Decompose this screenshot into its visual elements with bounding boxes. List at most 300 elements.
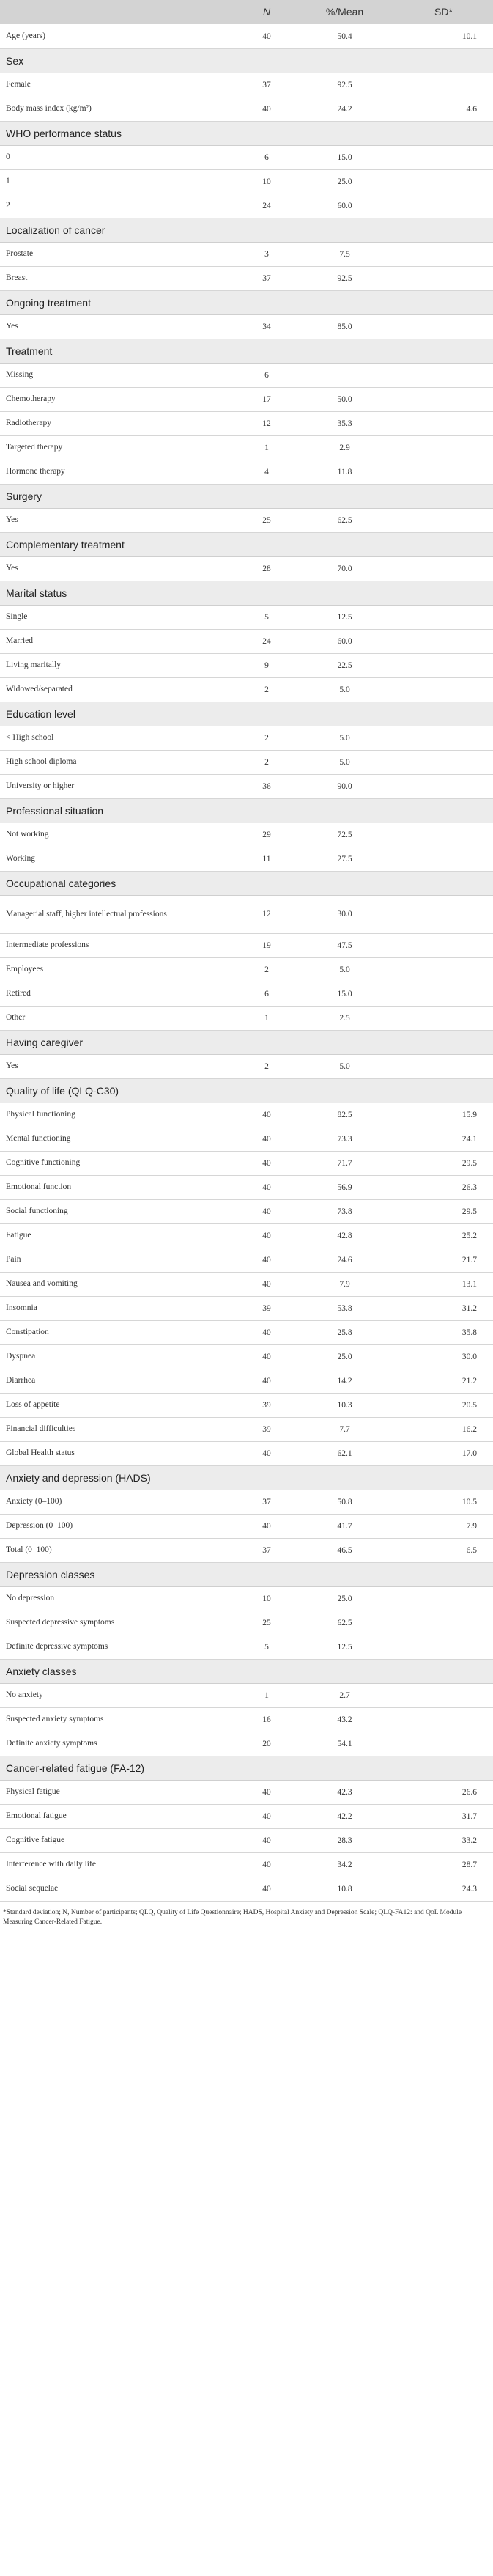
row-n-value: 40: [238, 1780, 295, 1804]
row-label: Financial difficulties: [0, 1417, 238, 1441]
row-label: Loss of appetite: [0, 1393, 238, 1417]
row-sd-value: [394, 194, 493, 218]
table-row: [0, 1054, 493, 1078]
table-row: [0, 629, 493, 653]
row-mean-value: 28.3: [295, 1828, 394, 1852]
row-n-value: 40: [238, 1804, 295, 1828]
row-label: Chemotherapy: [0, 387, 238, 411]
table-row: [0, 1151, 493, 1175]
row-n-value: 40: [238, 1828, 295, 1852]
row-n-value: 40: [238, 1877, 295, 1901]
row-sd-value: [394, 387, 493, 411]
row-label: Yes: [0, 314, 238, 339]
row-label: Prostate: [0, 242, 238, 266]
row-label: Age (years): [0, 24, 238, 48]
row-mean-value: 7.7: [295, 1417, 394, 1441]
row-mean-value: 11.8: [295, 460, 394, 484]
row-n-value: 6: [238, 145, 295, 169]
row-label: Suspected depressive symptoms: [0, 1611, 238, 1635]
section-header-row: [0, 121, 493, 145]
row-label: Insomnia: [0, 1296, 238, 1320]
row-label: Retired: [0, 982, 238, 1006]
row-mean-value: 53.8: [295, 1296, 394, 1320]
section-title: Complementary treatment: [0, 532, 493, 556]
row-mean-value: 30.0: [295, 895, 394, 933]
row-sd-value: [394, 435, 493, 460]
row-label: Definite anxiety symptoms: [0, 1732, 238, 1756]
row-sd-value: [394, 895, 493, 933]
row-label: Female: [0, 73, 238, 97]
row-n-value: 2: [238, 750, 295, 774]
table-row: [0, 194, 493, 218]
row-mean-value: 15.0: [295, 145, 394, 169]
table-footnote: *Standard deviation; N, Number of participants; QLQ, Quality of Life Questionnaire; HADS, Hospital Anxiety and Depression Scale; QLQ-FA12: and QoL Module Measuring Cancer-Related Fatigue.: [0, 1902, 493, 1927]
row-mean-value: 14.2: [295, 1369, 394, 1393]
row-label: Not working: [0, 823, 238, 847]
row-label: Social sequelae: [0, 1877, 238, 1901]
table-row: [0, 73, 493, 97]
row-mean-value: 73.8: [295, 1199, 394, 1223]
row-label: Married: [0, 629, 238, 653]
row-label: High school diploma: [0, 750, 238, 774]
table-row: [0, 1006, 493, 1030]
row-mean-value: 72.5: [295, 823, 394, 847]
section-title: Quality of life (QLQ-C30): [0, 1078, 493, 1103]
section-header-row: [0, 1562, 493, 1586]
table-row: [0, 435, 493, 460]
table-row: [0, 726, 493, 750]
row-label: Nausea and vomiting: [0, 1272, 238, 1296]
row-n-value: 9: [238, 653, 295, 677]
row-mean-value: 2.5: [295, 1006, 394, 1030]
row-mean-value: 10.8: [295, 1877, 394, 1901]
row-label: Diarrhea: [0, 1369, 238, 1393]
row-mean-value: 25.0: [295, 1344, 394, 1369]
row-mean-value: 42.2: [295, 1804, 394, 1828]
row-sd-value: [394, 605, 493, 629]
row-sd-value: [394, 169, 493, 194]
header-label: [0, 0, 238, 24]
table-row: [0, 957, 493, 982]
row-sd-value: [394, 957, 493, 982]
row-mean-value: 54.1: [295, 1732, 394, 1756]
row-n-value: 40: [238, 1272, 295, 1296]
table-row: [0, 387, 493, 411]
table-row: [0, 556, 493, 581]
table-row: [0, 1199, 493, 1223]
row-mean-value: 10.3: [295, 1393, 394, 1417]
row-sd-value: [394, 1006, 493, 1030]
row-mean-value: 62.1: [295, 1441, 394, 1465]
row-sd-value: 16.2: [394, 1417, 493, 1441]
row-mean-value: 42.3: [295, 1780, 394, 1804]
row-sd-value: [394, 726, 493, 750]
row-sd-value: [394, 363, 493, 387]
row-n-value: 12: [238, 895, 295, 933]
row-label: 1: [0, 169, 238, 194]
row-n-value: 29: [238, 823, 295, 847]
table-row: [0, 1272, 493, 1296]
row-mean-value: 25.0: [295, 169, 394, 194]
row-sd-value: [394, 629, 493, 653]
table-row: [0, 1683, 493, 1707]
row-mean-value: 60.0: [295, 194, 394, 218]
row-mean-value: [295, 363, 394, 387]
row-mean-value: 7.9: [295, 1272, 394, 1296]
row-n-value: 37: [238, 73, 295, 97]
row-label: Global Health status: [0, 1441, 238, 1465]
row-sd-value: [394, 677, 493, 702]
row-n-value: 28: [238, 556, 295, 581]
row-n-value: 19: [238, 933, 295, 957]
row-n-value: 1: [238, 1006, 295, 1030]
row-n-value: 2: [238, 1054, 295, 1078]
table-row: [0, 266, 493, 290]
row-mean-value: 50.0: [295, 387, 394, 411]
row-n-value: 40: [238, 1514, 295, 1538]
section-title: Having caregiver: [0, 1030, 493, 1054]
table-row: [0, 1127, 493, 1151]
row-sd-value: [394, 847, 493, 871]
section-header-row: [0, 1078, 493, 1103]
row-label: Emotional function: [0, 1175, 238, 1199]
row-n-value: 1: [238, 435, 295, 460]
row-mean-value: 85.0: [295, 314, 394, 339]
row-n-value: 25: [238, 1611, 295, 1635]
table-row: [0, 460, 493, 484]
row-sd-value: [394, 1707, 493, 1732]
table-row: [0, 242, 493, 266]
row-label: Intermediate professions: [0, 933, 238, 957]
section-header-row: [0, 1030, 493, 1054]
row-sd-value: 35.8: [394, 1320, 493, 1344]
table-row: [0, 1780, 493, 1804]
row-sd-value: [394, 982, 493, 1006]
row-sd-value: [394, 1054, 493, 1078]
table-row: [0, 1732, 493, 1756]
table-row: [0, 982, 493, 1006]
row-label: Hormone therapy: [0, 460, 238, 484]
row-n-value: 16: [238, 1707, 295, 1732]
row-sd-value: [394, 1683, 493, 1707]
row-sd-value: 7.9: [394, 1514, 493, 1538]
table-row: [0, 1611, 493, 1635]
row-label: Interference with daily life: [0, 1852, 238, 1877]
row-n-value: 5: [238, 605, 295, 629]
row-n-value: 1: [238, 1683, 295, 1707]
row-sd-value: 24.3: [394, 1877, 493, 1901]
row-n-value: 37: [238, 1490, 295, 1514]
section-header-row: [0, 798, 493, 823]
row-n-value: 40: [238, 1199, 295, 1223]
table-row: [0, 774, 493, 798]
row-mean-value: 5.0: [295, 750, 394, 774]
row-mean-value: 24.6: [295, 1248, 394, 1272]
row-label: Working: [0, 847, 238, 871]
row-mean-value: 41.7: [295, 1514, 394, 1538]
row-n-value: 6: [238, 982, 295, 1006]
row-sd-value: 29.5: [394, 1151, 493, 1175]
row-mean-value: 56.9: [295, 1175, 394, 1199]
row-mean-value: 73.3: [295, 1127, 394, 1151]
table-row: [0, 1441, 493, 1465]
table-row: [0, 1369, 493, 1393]
table-row: [0, 677, 493, 702]
header-mean: %/Mean: [295, 0, 394, 24]
table-row: [0, 1804, 493, 1828]
row-sd-value: 25.2: [394, 1223, 493, 1248]
row-mean-value: 25.8: [295, 1320, 394, 1344]
section-header-row: [0, 218, 493, 242]
row-label: Pain: [0, 1248, 238, 1272]
header-n: N: [238, 0, 295, 24]
row-mean-value: 2.7: [295, 1683, 394, 1707]
row-sd-value: [394, 1586, 493, 1611]
section-header-row: [0, 702, 493, 726]
row-mean-value: 7.5: [295, 242, 394, 266]
row-sd-value: 26.6: [394, 1780, 493, 1804]
row-n-value: 24: [238, 629, 295, 653]
table-row: [0, 1707, 493, 1732]
row-mean-value: 2.9: [295, 435, 394, 460]
row-label: Radiotherapy: [0, 411, 238, 435]
table-row: [0, 508, 493, 532]
table-row: [0, 653, 493, 677]
row-mean-value: 12.5: [295, 605, 394, 629]
row-label: Yes: [0, 556, 238, 581]
table-row: [0, 1344, 493, 1369]
row-n-value: 17: [238, 387, 295, 411]
row-mean-value: 34.2: [295, 1852, 394, 1877]
row-mean-value: 46.5: [295, 1538, 394, 1562]
row-sd-value: [394, 653, 493, 677]
table-row: [0, 24, 493, 48]
section-header-row: [0, 484, 493, 508]
row-n-value: 40: [238, 97, 295, 121]
table-row: [0, 1514, 493, 1538]
row-sd-value: 10.5: [394, 1490, 493, 1514]
row-sd-value: [394, 1732, 493, 1756]
row-n-value: 37: [238, 266, 295, 290]
table-row: [0, 363, 493, 387]
row-n-value: 40: [238, 1151, 295, 1175]
row-mean-value: 43.2: [295, 1707, 394, 1732]
table-header-row: [0, 0, 493, 24]
section-title: Sex: [0, 48, 493, 73]
row-sd-value: 17.0: [394, 1441, 493, 1465]
row-mean-value: 15.0: [295, 982, 394, 1006]
row-sd-value: 29.5: [394, 1199, 493, 1223]
table-row: [0, 145, 493, 169]
row-label: Physical fatigue: [0, 1780, 238, 1804]
row-mean-value: 82.5: [295, 1103, 394, 1127]
table-row: [0, 1320, 493, 1344]
row-mean-value: 25.0: [295, 1586, 394, 1611]
row-sd-value: [394, 823, 493, 847]
row-label: < High school: [0, 726, 238, 750]
row-label: Body mass index (kg/m²): [0, 97, 238, 121]
row-label: Targeted therapy: [0, 435, 238, 460]
row-label: Emotional fatigue: [0, 1804, 238, 1828]
section-title: Anxiety classes: [0, 1659, 493, 1683]
row-mean-value: 47.5: [295, 933, 394, 957]
row-mean-value: 60.0: [295, 629, 394, 653]
row-n-value: 40: [238, 1369, 295, 1393]
row-sd-value: [394, 933, 493, 957]
row-sd-value: [394, 73, 493, 97]
row-sd-value: 26.3: [394, 1175, 493, 1199]
row-label: Suspected anxiety symptoms: [0, 1707, 238, 1732]
row-label: Living maritally: [0, 653, 238, 677]
row-label: 2: [0, 194, 238, 218]
row-mean-value: 62.5: [295, 508, 394, 532]
table-row: [0, 1852, 493, 1877]
section-header-row: [0, 290, 493, 314]
table-row: [0, 314, 493, 339]
row-mean-value: 5.0: [295, 677, 394, 702]
row-label: Single: [0, 605, 238, 629]
table-body: [0, 24, 493, 1901]
row-label: Yes: [0, 508, 238, 532]
section-title: Education level: [0, 702, 493, 726]
row-mean-value: 12.5: [295, 1635, 394, 1659]
section-title: Treatment: [0, 339, 493, 363]
row-label: Missing: [0, 363, 238, 387]
row-label: Yes: [0, 1054, 238, 1078]
row-label: Cognitive fatigue: [0, 1828, 238, 1852]
section-header-row: [0, 339, 493, 363]
table-row: [0, 1586, 493, 1611]
table-row: [0, 1103, 493, 1127]
row-sd-value: 31.7: [394, 1804, 493, 1828]
table-row: [0, 1828, 493, 1852]
row-sd-value: 21.7: [394, 1248, 493, 1272]
row-sd-value: 33.2: [394, 1828, 493, 1852]
row-sd-value: [394, 411, 493, 435]
row-sd-value: 6.5: [394, 1538, 493, 1562]
section-header-row: [0, 48, 493, 73]
row-label: Managerial staff, higher intellectual professions: [0, 895, 238, 933]
row-label: Anxiety (0–100): [0, 1490, 238, 1514]
row-sd-value: 31.2: [394, 1296, 493, 1320]
row-label: No anxiety: [0, 1683, 238, 1707]
row-mean-value: 92.5: [295, 266, 394, 290]
row-sd-value: [394, 556, 493, 581]
row-n-value: 39: [238, 1393, 295, 1417]
row-n-value: 40: [238, 1320, 295, 1344]
row-label: Widowed/separated: [0, 677, 238, 702]
section-title: Cancer-related fatigue (FA-12): [0, 1756, 493, 1780]
section-title: Ongoing treatment: [0, 290, 493, 314]
table-row: [0, 1877, 493, 1901]
section-title: Marital status: [0, 581, 493, 605]
row-sd-value: [394, 774, 493, 798]
row-label: Cognitive functioning: [0, 1151, 238, 1175]
table-row: [0, 847, 493, 871]
section-title: Professional situation: [0, 798, 493, 823]
row-n-value: 4: [238, 460, 295, 484]
row-label: University or higher: [0, 774, 238, 798]
row-sd-value: 10.1: [394, 24, 493, 48]
row-n-value: 40: [238, 1248, 295, 1272]
row-n-value: 6: [238, 363, 295, 387]
section-title: Depression classes: [0, 1562, 493, 1586]
table-row: [0, 750, 493, 774]
row-mean-value: 42.8: [295, 1223, 394, 1248]
row-label: Depression (0–100): [0, 1514, 238, 1538]
table-row: [0, 1248, 493, 1272]
row-mean-value: 5.0: [295, 726, 394, 750]
table-row: [0, 411, 493, 435]
row-label: 0: [0, 145, 238, 169]
row-label: Constipation: [0, 1320, 238, 1344]
table-row: [0, 97, 493, 121]
row-n-value: 40: [238, 1175, 295, 1199]
section-header-row: [0, 532, 493, 556]
row-label: Breast: [0, 266, 238, 290]
row-sd-value: [394, 242, 493, 266]
row-n-value: 40: [238, 1223, 295, 1248]
row-n-value: 40: [238, 1344, 295, 1369]
row-label: Definite depressive symptoms: [0, 1635, 238, 1659]
row-sd-value: 15.9: [394, 1103, 493, 1127]
row-n-value: 40: [238, 1127, 295, 1151]
section-header-row: [0, 1756, 493, 1780]
section-title: Localization of cancer: [0, 218, 493, 242]
row-sd-value: [394, 314, 493, 339]
row-mean-value: 50.8: [295, 1490, 394, 1514]
table-row: [0, 1223, 493, 1248]
section-title: Occupational categories: [0, 871, 493, 895]
row-n-value: 10: [238, 169, 295, 194]
row-label: Dyspnea: [0, 1344, 238, 1369]
row-mean-value: 5.0: [295, 957, 394, 982]
row-n-value: 40: [238, 1103, 295, 1127]
row-n-value: 37: [238, 1538, 295, 1562]
row-label: Total (0–100): [0, 1538, 238, 1562]
row-n-value: 10: [238, 1586, 295, 1611]
row-mean-value: 22.5: [295, 653, 394, 677]
row-label: No depression: [0, 1586, 238, 1611]
row-sd-value: [394, 266, 493, 290]
row-mean-value: 50.4: [295, 24, 394, 48]
row-n-value: 36: [238, 774, 295, 798]
table-row: [0, 1635, 493, 1659]
row-n-value: 25: [238, 508, 295, 532]
row-n-value: 20: [238, 1732, 295, 1756]
row-mean-value: 27.5: [295, 847, 394, 871]
table-row: [0, 933, 493, 957]
row-n-value: 24: [238, 194, 295, 218]
table-row: [0, 823, 493, 847]
row-mean-value: 71.7: [295, 1151, 394, 1175]
row-sd-value: [394, 508, 493, 532]
section-header-row: [0, 871, 493, 895]
row-n-value: 2: [238, 726, 295, 750]
table-row: [0, 169, 493, 194]
row-mean-value: 62.5: [295, 1611, 394, 1635]
table-row: [0, 1538, 493, 1562]
row-mean-value: 70.0: [295, 556, 394, 581]
section-title: Surgery: [0, 484, 493, 508]
row-sd-value: [394, 1611, 493, 1635]
row-sd-value: [394, 1635, 493, 1659]
section-title: WHO performance status: [0, 121, 493, 145]
row-mean-value: 35.3: [295, 411, 394, 435]
row-mean-value: 5.0: [295, 1054, 394, 1078]
row-n-value: 2: [238, 677, 295, 702]
row-n-value: 40: [238, 1441, 295, 1465]
